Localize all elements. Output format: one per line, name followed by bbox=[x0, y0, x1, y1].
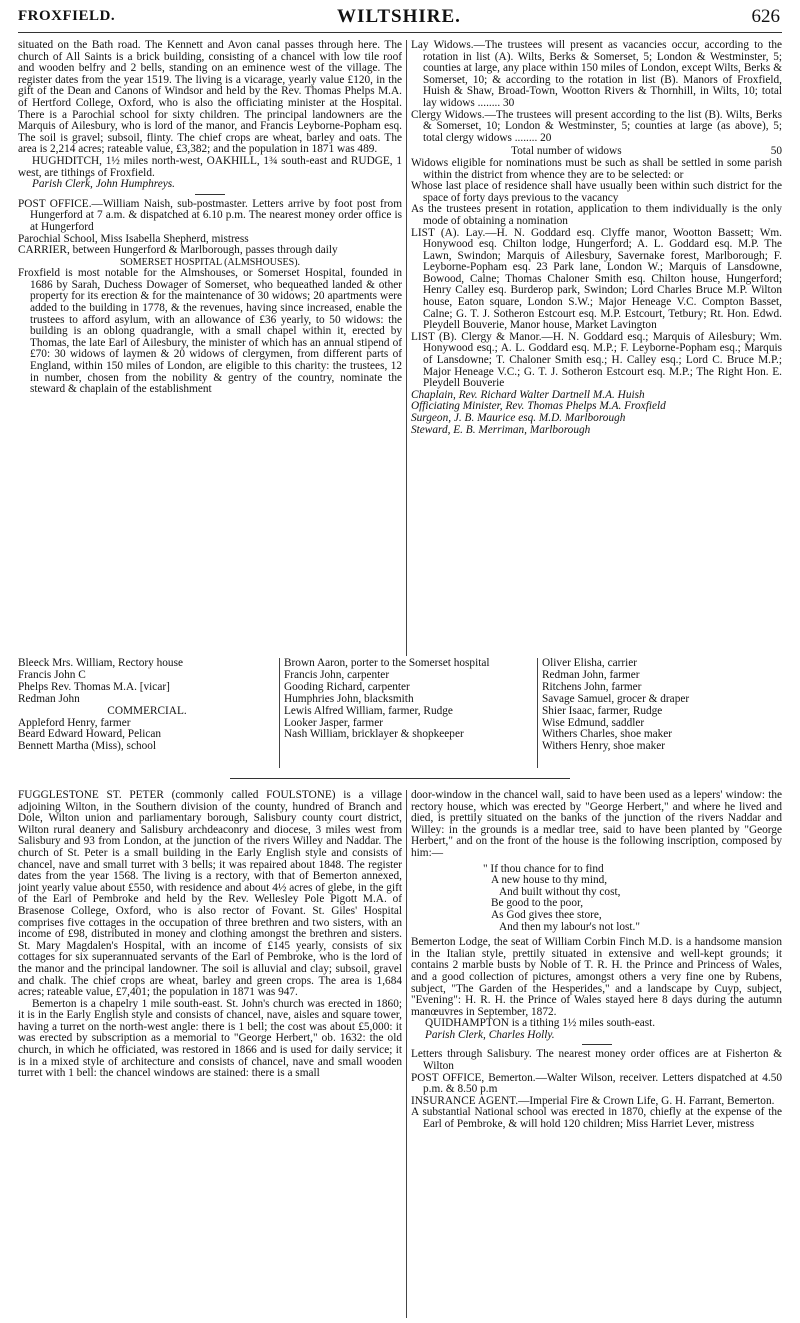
list-a: LIST (A). Lay.—H. N. Goddard esq. Clyffe manor, Wootton Bassett; Wm. Honywood esq. Chilton lodge, Hungerford; A. L. Goddard esq. M.P. The Lawn, Swindon; Marquis of Ailesbury, Savernake forest, Marlborough; F. Leyborne-Popham esq. 23 Park lane, London W.; Marquis of Lansdowne, Bowood, Calne; Thomas Chaloner Smith esq. Chilton house, Hungerford; Henry Calley esq. Burderop park, Swindon; Lord Charles Bruce M.P. Wilton house, Eaton square, London S.W.; Major Heneage V.C. Compton Basset, Calne; G. T. J. Sotheron Estcourt esq. M.P. Estcourt, Tetbury; Rt. Hon. Edwd. Pleydell Bouverie, Manor house, Market Lavington bbox=[411, 226, 782, 332]
fugglestone-intro: FUGGLESTONE ST. PETER (commonly called FOULSTONE) is a village adjoining Wilton, in the Southern division of the county, hundred of Branch and Dole, Wilton union and parliamentary borough, Salisbury county court district, Wilton rural deanery and Salisbury archdeaconry and diocese, 3 miles west from Salisbury and 93 from London, at the junction of the rivers Willey and Naddar. The church of St. Peter is a small building in the Early English style and consists of chancel, nave and small turret with 3 bells; it was repaired about 1848. The register dates from the year 1568. The living is a rectory, with that of Bemerton annexed, joint yearly value about £550, with residence and about 4½ acres of glebe, in the gift of the Earl of Pembroke and held by the Rev. Wellesley Pole Pigott M.A. of Brasenose College, Oxford, who is also rector of Fovant. St. Giles' Hospital comprises five cottages in the occupation of three brethren and two sisters, with an income of £98, distributed in money and clothing amongst the brethren and sisters. St. Mary Magdalen's Hospital, with an income of £145 yearly, consists of six cottages for six superannuated servants of the Earl of Pembroke, who is the lord of the manor and the principal landowner. The soil is alluvial and clay; subsoil, gravel and chalk. The chief crops are wheat, barley and green crops. The area is 1,684 acres; rateable value, £7,401; the population in 1871 was 947. bbox=[18, 790, 402, 999]
froxfield-intro: situated on the Bath road. The Kennett and Avon canal passes through here. The church of All Saints is a brick building, consisting of a chancel with low tile roof and wooden belfry and 2 bells, standing on an eminence west of the village. The register dates from the year 1519. The living is a vicarage, yearly value £120, in the gift of the Dean and Canons of Windsor and held by the Rev. Thomas Phelps M.A. of Hertford College, Oxford, who is also the officiating minister at the Hospital. There is a Parochial school for sixty children. The principal landowners are the Marquis of Ailesbury, who is lord of the manor, and Francis Leyborne-Popham esq. The soil is gravel; subsoil, flinty. The chief crops are wheat, barley and oats. The area is 2,214 acres; rateable value, £3,382; and the population in 1871 was 489. bbox=[18, 40, 402, 156]
bemerton-post-office: POST OFFICE, Bemerton.—Walter Wilson, receiver. Letters dispatched at 4.50 p.m. & 8.50 p.m bbox=[411, 1071, 782, 1096]
resident-entry: Bleeck Mrs. William, Rectory house bbox=[18, 658, 183, 669]
residents-column-2 bbox=[284, 658, 534, 741]
resident-entry: Beard Edward Howard, Pelican bbox=[18, 728, 162, 741]
rotation-note: As the trustees present in rotation, application to them individually is the only mode of obtaining a nomination bbox=[411, 203, 782, 227]
section-separator bbox=[230, 778, 570, 779]
rectory-description: door-window in the chancel wall, said to have been used as a lepers' window: the rectory house, which was erected by "George Herbert," and where he lived and died, is prettily situated on the banks of the junction of the rivers Naddar and Willey: in the grounds is a medlar tree, said to have been planted by "George Herbert," and on the front of the house is the following inscription, composed by him:— bbox=[411, 790, 782, 859]
poem-line: Be good to the poor, bbox=[491, 897, 584, 910]
clergy-widows-text: Clergy Widows.—The trustees will present according to the list (B). Wilts, Berks & Somerset, 10; London & Westminster, 5; counties at large (as above), 5; total clergy widows bbox=[411, 108, 782, 144]
resident-entry: Withers Henry, shoe maker bbox=[542, 740, 666, 753]
insurance-agent: INSURANCE AGENT.—Imperial Fire & Crown Life, G. H. Farrant, Bemerton. bbox=[411, 1094, 775, 1107]
froxfield-post-office: POST OFFICE.—William Naish, sub-postmaster. Letters arrive by foot post from Hungerford at 7 a.m. & dispatched at 6.10 p.m. The nearest money order office is at Hungerford bbox=[18, 197, 402, 233]
resident-entry: Lewis Alfred William, farmer, Rudge bbox=[284, 704, 453, 717]
resident-entry: Appleford Henry, farmer bbox=[18, 716, 131, 729]
resident-entry: Francis John, carpenter bbox=[284, 668, 390, 681]
page-header bbox=[18, 6, 780, 30]
resident-entry: Ritchens John, farmer bbox=[542, 680, 642, 693]
poem-line: And built without thy cost, bbox=[499, 885, 621, 898]
clergy-widows: Clergy Widows.—The trustees will present according to the list (B). Wilts, Berks & Somerset, 10; London & Westminster, 5; counties at large (as above), 5; total clergy widows ........ 20 bbox=[411, 108, 782, 144]
resident-entry: Shier Isaac, farmer, Rudge bbox=[542, 704, 663, 717]
letters-note: Letters through Salisbury. The nearest money order offices are at Fisherton & Wilton bbox=[411, 1048, 782, 1073]
resident-entry: Redman John, farmer bbox=[542, 668, 640, 681]
resident-entry: Humphries John, blacksmith bbox=[284, 692, 414, 705]
steward: Steward, E. B. Merriman, Marlborough bbox=[411, 423, 591, 436]
resident-entry: Nash William, bricklayer & shopkeeper bbox=[284, 728, 464, 741]
eligibility-residence: Whose last place of residence shall have usually been within such district for the space of forty days previous to the vacancy bbox=[411, 180, 782, 204]
froxfield-parish-clerk: Parish Clerk, John Humphreys. bbox=[32, 178, 175, 191]
froxfield-carrier: CARRIER, between Hungerford & Marlborough, passes through daily bbox=[18, 244, 338, 257]
national-school: A substantial National school was erected in 1870, chiefly at the expense of the Earl of Pembroke, & will hold 120 children; Miss Harriet Lever, mistress bbox=[411, 1106, 782, 1131]
quidhampton: QUIDHAMPTON is a tithing 1½ miles south-east. bbox=[425, 1017, 656, 1030]
residents-divider-2 bbox=[537, 658, 538, 768]
eligibility-settled: Widows eligible for nominations must be such as shall be settled in some parish within the district from whence they are to be selected: or bbox=[411, 156, 782, 181]
bemerton-lodge: Bemerton Lodge, the seat of William Corbin Finch M.D. is a handsome mansion in the Italian style, prettily situated in extensive and well-kept grounds; it contains 2 marble busts by Noble of T. R. H. the Prince and Princess of Wales, and a good collection of pictures, amongst others a very fine one by Rubens, subject, "The Garden of the Hesperides," and a landscape by Cuyp, subject, "Evening": H. R. H. the Prince of Wales stayed here 8 days during the autumn manœuvres in September, 1872. bbox=[411, 936, 782, 1018]
officiating-minister: Officiating Minister, Rev. Thomas Phelps M.A. Froxfield bbox=[411, 400, 666, 413]
header-county: WILTSHIRE. bbox=[337, 6, 461, 27]
residents-column-1 bbox=[18, 658, 276, 753]
poem-line: And then my labour's not lost." bbox=[499, 920, 640, 933]
resident-entry: Savage Samuel, grocer & draper bbox=[542, 692, 690, 705]
section-rule bbox=[195, 194, 225, 195]
residents-column-3 bbox=[542, 658, 782, 753]
resident-entry: Francis John C bbox=[18, 668, 86, 681]
header-place: FROXFIELD. bbox=[18, 8, 116, 24]
commercial-heading: COMMERCIAL. bbox=[107, 704, 187, 717]
resident-entry: Bennett Martha (Miss), school bbox=[18, 740, 157, 753]
poem-line: As God gives thee store, bbox=[491, 908, 602, 921]
bemerton-chapelry: Bemerton is a chapelry 1 mile south-east. St. John's church was erected in 1860; it is in the Early English style and consists of chancel, nave, aisles and square tower, having a turret on the north-west angle: there is 1 bell; the cost was about £5,000: it was erected by subscription as a memorial to "George Herbert," ob. 1632: the old church, in which he officiated, was restored in 1866 and is used for daily service; it is in a mixed style of architecture and consists of chancel, nave and small wooden turret with 1 bell: the chancel windows are stained: there is a small bbox=[18, 997, 402, 1080]
resident-entry: Looker Jasper, farmer bbox=[284, 716, 383, 729]
hospital-heading: SOMERSET HOSPITAL (ALMSHOUSES). bbox=[119, 256, 301, 268]
total-widows-value: 50 bbox=[770, 145, 782, 158]
fugglestone-parish-clerk: Parish Clerk, Charles Holly. bbox=[425, 1028, 555, 1041]
section-rule bbox=[582, 1044, 612, 1045]
header-page-number: 626 bbox=[751, 6, 780, 27]
hospital-description: Froxfield is most notable for the Almshouses, or Somerset Hospital, founded in 1686 by Sarah, Duchess Dowager of Somerset, who bequeathed landed & other property for its erection & for the maintenance of 30 widows; 20 apartments were added to the building in 1778, & the revenues, having since increased, enable the trustees to afford asylum, with an allowance of £36 yearly, to 50 widows: the building is an oblong quadrangle, with a small chapel within it, erected by Thomas, the late Earl of Ailesbury, the minister of which has an annual stipend of £70: 30 widows of laymen & 20 widows of clergymen, from different parts of England, within 150 miles of London, are eligible to this charity: the trustees, 12 in number, chosen from the nobility & gentry of the country, nominate the steward & chaplain of the establishment bbox=[18, 267, 402, 396]
resident-entry: Redman John bbox=[18, 692, 80, 705]
fugglestone-left-column bbox=[18, 790, 402, 1318]
poem-line: " If thou chance for to find bbox=[483, 862, 604, 875]
header-rule bbox=[18, 32, 782, 33]
lay-widows: Lay Widows.—The trustees will present as vacancies occur, according to the rotation in list (A). Wilts, Berks & Somerset, 5; London & Westminster, 5; counties at large, any place within 150 miles of London, except Wilts, Berks & Somerset, 10; & according to the rotation in list (B). Manors of Froxfield, Huish & Shaw, Broad-Town, Wootton Rivers & Thornhill, in Wilts, 10; total lay widows ........ 30 bbox=[411, 40, 782, 109]
froxfield-tithings: HUGHDITCH, 1½ miles north-west, OAKHILL, 1¾ south-east and RUDGE, 1 west, are tithings of Froxfield. bbox=[18, 154, 402, 179]
froxfield-left-column bbox=[18, 40, 402, 656]
resident-entry: Withers Charles, shoe maker bbox=[542, 728, 673, 741]
lay-widows-text: Lay Widows.—The trustees will present as vacancies occur, according to the rotation in list (A). Wilts, Berks & Somerset, 5; London & Westminster, 5; counties at large, any place within 150 miles of London, except Wilts, Berks & Somerset, 10; & according to the rotation in list (B). Manors of Froxfield, Huish & Shaw, Broad-Town, Wootton Rivers & Thornhill, in Wilts, 10; total lay widows bbox=[411, 40, 782, 109]
residents-divider-1 bbox=[279, 658, 280, 768]
fugglestone-right-column bbox=[411, 790, 782, 1318]
total-widows-label: Total number of widows bbox=[511, 145, 622, 158]
column-divider bbox=[406, 40, 407, 656]
poem-line: A new house to thy mind, bbox=[491, 874, 608, 887]
chaplain: Chaplain, Rev. Richard Walter Dartnell M.A. Huish bbox=[411, 388, 645, 401]
resident-entry: Brown Aaron, porter to the Somerset hospital bbox=[284, 658, 490, 669]
resident-entry: Oliver Elisha, carrier bbox=[542, 658, 638, 669]
surgeon: Surgeon, J. B. Maurice esq. M.D. Marlborough bbox=[411, 412, 626, 424]
resident-entry: Wise Edmund, saddler bbox=[542, 716, 645, 729]
clergy-widows-total: 20 bbox=[540, 131, 552, 144]
herbert-inscription bbox=[411, 864, 782, 934]
lay-widows-total: 30 bbox=[503, 96, 515, 109]
resident-entry: Phelps Rev. Thomas M.A. [vicar] bbox=[18, 680, 170, 693]
froxfield-school: Parochial School, Miss Isabella Shepherd, mistress bbox=[18, 232, 249, 245]
froxfield-right-column bbox=[411, 40, 782, 656]
column-divider bbox=[406, 790, 407, 1318]
list-b: LIST (B). Clergy & Manor.—H. N. Goddard esq.; Marquis of Ailesbury; Wm. Honywood esq.; A. L. Goddard esq. M.P.; F. Leyborne-Popham esq.; Marquis of Lansdowne; T. Chaloner Smith esq.; H. Calley esq.; Lord C. Bruce M.P.; Major Heneage V.C.; G. T. J. Sotheron Estcourt esq. M.P.; The Right Hon. E. Pleydell Bouverie bbox=[411, 330, 782, 390]
resident-entry: Gooding Richard, carpenter bbox=[284, 680, 410, 693]
